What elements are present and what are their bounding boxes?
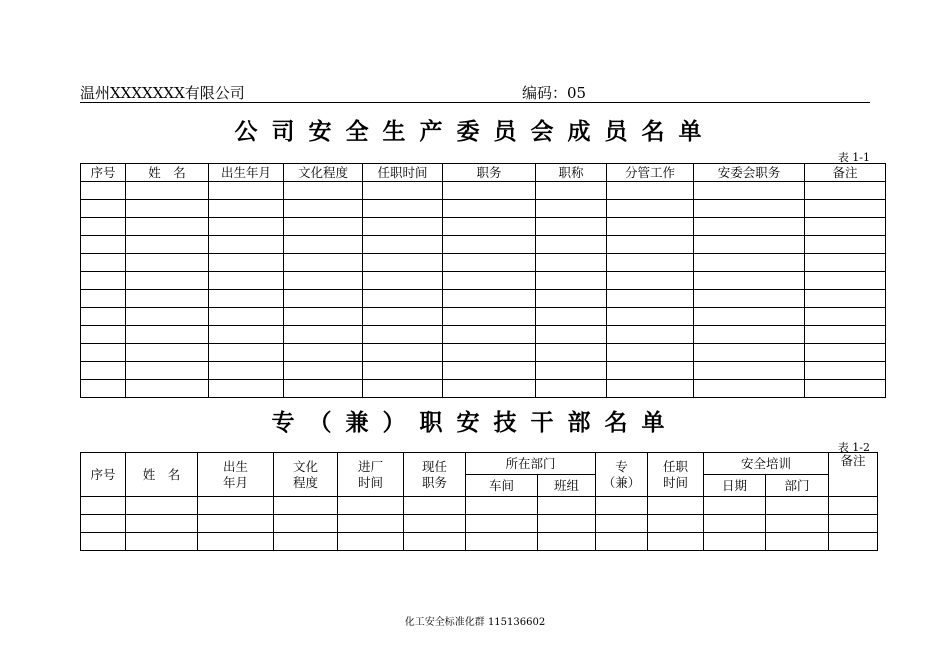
table-cell — [284, 344, 363, 362]
table-cell — [363, 236, 443, 254]
table-row — [81, 380, 886, 398]
table-cell — [363, 218, 443, 236]
table-cell — [466, 515, 538, 533]
table-cell — [209, 290, 284, 308]
table-cell — [284, 362, 363, 380]
table-cell — [81, 533, 126, 551]
table-cell — [363, 344, 443, 362]
table-cell — [81, 182, 126, 200]
table-cell — [209, 326, 284, 344]
table-cell — [536, 182, 607, 200]
table-cell — [443, 182, 536, 200]
table-cell — [274, 497, 338, 515]
table-cell — [536, 344, 607, 362]
table2-header-row-1 — [81, 453, 878, 475]
column-header: 职务 — [443, 164, 536, 182]
header-cell-unit: 部门 — [766, 475, 829, 497]
table-cell — [284, 218, 363, 236]
table-cell — [126, 182, 209, 200]
table-row — [81, 254, 886, 272]
table-cell — [274, 533, 338, 551]
table-cell — [363, 254, 443, 272]
table-cell — [648, 533, 704, 551]
table-cell — [404, 533, 466, 551]
table-cell — [198, 515, 274, 533]
table-cell — [209, 200, 284, 218]
table-cell — [829, 533, 878, 551]
table-cell — [596, 533, 648, 551]
table-cell — [694, 380, 805, 398]
table-cell — [596, 515, 648, 533]
table-cell — [805, 380, 886, 398]
table-cell — [536, 272, 607, 290]
table-cell — [363, 308, 443, 326]
column-header: 姓 名 — [126, 164, 209, 182]
table-cell — [126, 254, 209, 272]
table-cell — [466, 497, 538, 515]
footer-note: 化工安全标准化群 115136602 — [404, 617, 546, 628]
table-cell — [81, 254, 126, 272]
table-cell — [805, 362, 886, 380]
table-cell — [805, 326, 886, 344]
table-row — [81, 308, 886, 326]
table-cell — [126, 308, 209, 326]
table-cell — [766, 515, 829, 533]
table-cell — [81, 218, 126, 236]
table-cell — [607, 218, 694, 236]
table-cell — [81, 308, 126, 326]
table-cell — [443, 200, 536, 218]
table-row — [81, 182, 886, 200]
table-cell — [284, 290, 363, 308]
column-header: 分管工作 — [607, 164, 694, 182]
table-cell — [538, 497, 596, 515]
table-row — [81, 515, 878, 533]
header-cell-date: 日期 — [704, 475, 766, 497]
table-row — [81, 326, 886, 344]
table-cell — [536, 362, 607, 380]
table-cell — [805, 344, 886, 362]
table-cell — [363, 380, 443, 398]
table-cell — [607, 236, 694, 254]
table-cell — [363, 326, 443, 344]
table-cell — [538, 533, 596, 551]
table-cell — [126, 218, 209, 236]
table-cell — [126, 344, 209, 362]
table-cell — [766, 533, 829, 551]
table-row — [81, 497, 878, 515]
table-cell — [81, 380, 126, 398]
table-cell — [363, 200, 443, 218]
table-cell — [694, 344, 805, 362]
header-cell-part-time: 专 （兼） — [596, 453, 648, 497]
header-cell-seq: 序号 — [81, 453, 126, 497]
table-cell — [607, 326, 694, 344]
table-cell — [704, 533, 766, 551]
table-cell — [209, 272, 284, 290]
table-cell — [607, 254, 694, 272]
table-cell — [443, 272, 536, 290]
table-cell — [126, 362, 209, 380]
table-cell — [284, 326, 363, 344]
table-cell — [766, 497, 829, 515]
table-cell — [81, 290, 126, 308]
document-code: 编码：05 — [522, 84, 587, 102]
table-cell — [607, 362, 694, 380]
table-cell — [443, 326, 536, 344]
column-header: 安委会职务 — [694, 164, 805, 182]
table-cell — [443, 308, 536, 326]
table-cell — [443, 290, 536, 308]
table-cell — [209, 362, 284, 380]
table-cell — [209, 344, 284, 362]
table-cell — [284, 236, 363, 254]
table-cell — [363, 182, 443, 200]
safety-staff-table — [80, 452, 878, 551]
table-cell — [81, 344, 126, 362]
table-cell — [536, 236, 607, 254]
table2-title: 专（兼）职安技干部名单 — [271, 410, 679, 436]
table-cell — [694, 200, 805, 218]
table-row — [81, 236, 886, 254]
table-cell — [704, 497, 766, 515]
column-header: 出生年月 — [209, 164, 284, 182]
table-cell — [443, 236, 536, 254]
header-cell-safety-training: 安全培训 — [704, 453, 829, 475]
table-cell — [404, 497, 466, 515]
table-row — [81, 272, 886, 290]
table-cell — [829, 515, 878, 533]
table-cell — [338, 497, 404, 515]
table-cell — [284, 308, 363, 326]
header-cell-department: 所在部门 — [466, 453, 596, 475]
safety-committee-table — [80, 163, 886, 398]
table-cell — [126, 236, 209, 254]
header-cell-tenure: 任职 时间 — [648, 453, 704, 497]
table-cell — [805, 218, 886, 236]
table-cell — [284, 200, 363, 218]
header-cell-current-post: 现任 职务 — [404, 453, 466, 497]
table-cell — [363, 290, 443, 308]
table-cell — [443, 254, 536, 272]
table-row — [81, 362, 886, 380]
table-cell — [81, 326, 126, 344]
table-cell — [284, 254, 363, 272]
table-cell — [284, 182, 363, 200]
header-cell-entry-time: 进厂 时间 — [338, 453, 404, 497]
table-cell — [81, 515, 126, 533]
table-cell — [694, 326, 805, 344]
table-cell — [209, 182, 284, 200]
table-cell — [648, 515, 704, 533]
table-cell — [126, 290, 209, 308]
table-cell — [363, 272, 443, 290]
header-cell-workshop: 车间 — [466, 475, 538, 497]
table-cell — [648, 497, 704, 515]
table1-number: 表 1-1 — [837, 151, 870, 164]
table-cell — [536, 254, 607, 272]
table-cell — [209, 380, 284, 398]
table-cell — [607, 182, 694, 200]
table-cell — [805, 200, 886, 218]
header-cell-education: 文化 程度 — [274, 453, 338, 497]
table-cell — [805, 182, 886, 200]
table-cell — [209, 218, 284, 236]
table-cell — [81, 236, 126, 254]
table-cell — [536, 290, 607, 308]
table-cell — [694, 272, 805, 290]
table-cell — [404, 515, 466, 533]
table-cell — [81, 200, 126, 218]
table-cell — [209, 236, 284, 254]
table-cell — [126, 200, 209, 218]
table-row — [81, 344, 886, 362]
table-cell — [81, 497, 126, 515]
table-cell — [81, 272, 126, 290]
header-cell-team: 班组 — [538, 475, 596, 497]
table-cell — [694, 182, 805, 200]
table-cell — [607, 272, 694, 290]
table-cell — [198, 497, 274, 515]
table-cell — [596, 497, 648, 515]
table-cell — [607, 290, 694, 308]
column-header: 任职时间 — [363, 164, 443, 182]
table-cell — [443, 380, 536, 398]
table-cell — [607, 200, 694, 218]
table-cell — [829, 497, 878, 515]
table-cell — [466, 533, 538, 551]
table-cell — [694, 362, 805, 380]
table-cell — [536, 380, 607, 398]
table-cell — [274, 515, 338, 533]
table-cell — [443, 218, 536, 236]
table-cell — [363, 362, 443, 380]
table-cell — [338, 533, 404, 551]
header-cell-name: 姓 名 — [126, 453, 198, 497]
header-cell-remark: 备注 — [829, 453, 878, 497]
table-cell — [607, 380, 694, 398]
table-cell — [694, 254, 805, 272]
table-cell — [126, 380, 209, 398]
table-cell — [536, 326, 607, 344]
table-row — [81, 218, 886, 236]
table-cell — [805, 308, 886, 326]
table-cell — [443, 344, 536, 362]
table-cell — [694, 290, 805, 308]
table-cell — [536, 218, 607, 236]
table-cell — [607, 308, 694, 326]
table2-number: 表 1-2 — [837, 441, 870, 454]
table-cell — [536, 308, 607, 326]
table1-header-row — [81, 164, 886, 182]
header-cell-birth: 出生 年月 — [198, 453, 274, 497]
table-cell — [538, 515, 596, 533]
table-cell — [704, 515, 766, 533]
table-cell — [284, 272, 363, 290]
column-header: 文化程度 — [284, 164, 363, 182]
table-cell — [694, 236, 805, 254]
table-cell — [338, 515, 404, 533]
table1-title: 公司安全生产委员会成员名单 — [234, 119, 716, 145]
column-header: 序号 — [81, 164, 126, 182]
table-cell — [805, 290, 886, 308]
table-cell — [198, 533, 274, 551]
table-cell — [209, 254, 284, 272]
table-row — [81, 533, 878, 551]
table-row — [81, 290, 886, 308]
table-cell — [126, 326, 209, 344]
table-cell — [443, 362, 536, 380]
table-cell — [694, 308, 805, 326]
company-name: 温州XXXXXXX有限公司 — [80, 84, 245, 102]
table-cell — [209, 308, 284, 326]
table-cell — [126, 515, 198, 533]
table-cell — [126, 533, 198, 551]
column-header: 备注 — [805, 164, 886, 182]
table-cell — [694, 218, 805, 236]
page-header — [80, 80, 870, 103]
table-cell — [126, 272, 209, 290]
table-cell — [284, 380, 363, 398]
table-row — [81, 200, 886, 218]
table-cell — [805, 254, 886, 272]
column-header: 职称 — [536, 164, 607, 182]
table-cell — [536, 200, 607, 218]
table-cell — [81, 362, 126, 380]
table-cell — [805, 272, 886, 290]
table-cell — [805, 236, 886, 254]
table-cell — [607, 344, 694, 362]
table-cell — [126, 497, 198, 515]
